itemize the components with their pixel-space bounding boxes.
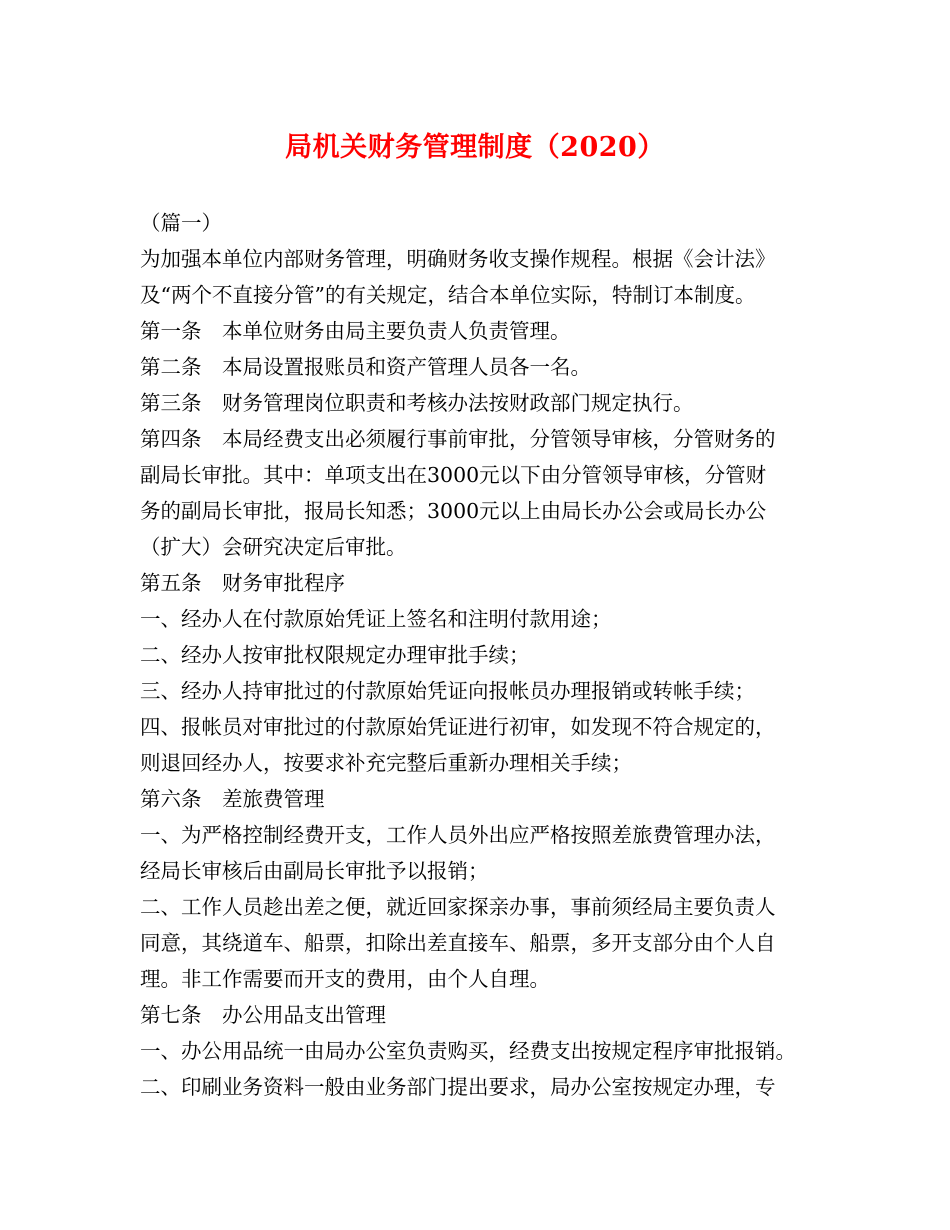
text-line: 第一条 本单位财务由局主要负责人负责管理。 (140, 319, 571, 343)
text-line: 第七条 办公用品支出管理 (140, 1003, 386, 1027)
text-line: 第五条 财务审批程序 (140, 571, 345, 595)
text-line: 经局长审核后由副局长审批予以报销； (140, 859, 489, 883)
text-line: 则退回经办人，按要求补充完整后重新办理相关手续； (140, 751, 632, 775)
text-line: 第三条 财务管理岗位职责和考核办法按财政部门规定执行。 (140, 391, 694, 415)
text-line: 同意，其绕道车、船票，扣除出差直接车、船票，多开支部分由个人自 (140, 931, 776, 955)
text-line: 第四条 本局经费支出必须履行事前审批，分管领导审核，分管财务的 (140, 427, 776, 451)
text-line: 第二条 本局设置报账员和资产管理人员各一名。 (140, 355, 591, 379)
text-line: 一、为严格控制经费开支，工作人员外出应严格按照差旅费管理办法， (140, 823, 776, 847)
text-line: 二、印刷业务资料一般由业务部门提出要求，局办公室按规定办理，专 (140, 1075, 776, 1099)
text-line: （篇一） (140, 211, 222, 235)
document-title: 局机关财务管理制度（2020） (285, 132, 665, 163)
text-line: 副局长审批。其中：单项支出在3000元以下由分管领导审核，分管财 (140, 463, 767, 487)
document-body (140, 205, 820, 1105)
text-line: 第六条 差旅费管理 (140, 787, 325, 811)
text-line: 三、经办人持审批过的付款原始凭证向报帐员办理报销或转帐手续； (140, 679, 755, 703)
text-line: 为加强本单位内部财务管理，明确财务收支操作规程。根据《会计法》 (140, 247, 776, 271)
text-line: 理。非工作需要而开支的费用，由个人自理。 (140, 967, 550, 991)
text-line: （扩大）会研究决定后审批。 (140, 535, 407, 559)
text-line: 一、经办人在付款原始凭证上签名和注明付款用途； (140, 607, 612, 631)
text-line: 四、报帐员对审批过的付款原始凭证进行初审，如发现不符合规定的， (140, 715, 776, 739)
text-line: 务的副局长审批，报局长知悉；3000元以上由局长办公会或局长办公 (140, 499, 767, 523)
text-line: 二、工作人员趁出差之便，就近回家探亲办事，事前须经局主要负责人 (140, 895, 776, 919)
text-line: 一、办公用品统一由局办公室负责购买，经费支出按规定程序审批报销。 (140, 1039, 796, 1063)
text-line: 及“两个不直接分管”的有关规定，结合本单位实际，特制订本制度。 (140, 283, 756, 307)
text-line: 二、经办人按审批权限规定办理审批手续； (140, 643, 530, 667)
